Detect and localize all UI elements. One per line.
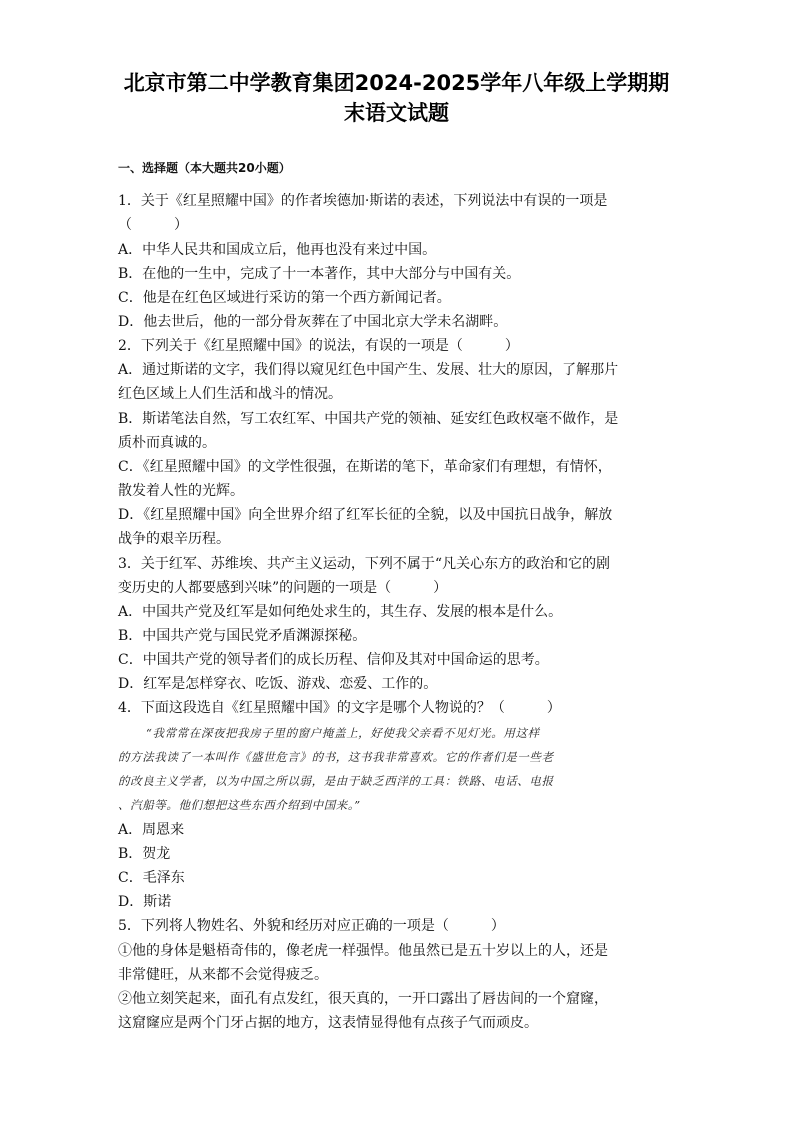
question-2-option-a: A．通过斯诺的文字，我们得以窥见红色中国产生、发展、壮大的原因，了解那片 [118,362,619,378]
question-2-option-c-cont: 散发着人性的光辉。 [118,483,244,499]
question-3-option-d: D．红军是怎样穿衣、吃饭、游戏、恋爱、工作的。 [118,676,438,692]
question-2-option-a-cont: 红色区域上人们生活和战斗的情况。 [118,386,342,402]
question-5-passage-2-cont: 这窟窿应是两个门牙占据的地方，这表情显得他有点孩子气而顽皮。 [118,1015,538,1031]
section-heading: 一、选择题（本大题共20小题） [118,161,291,175]
question-2-stem: 2．下列关于《红星照耀中国》的说法，有误的一项是（ ） [118,338,519,354]
question-1-stem: 1．关于《红星照耀中国》的作者埃德加·斯诺的表述，下列说法中有误的一项是 [118,193,608,209]
question-4-quote-line-2: 的方法我读了一本叫作《盛世危言》的书，这书我非常喜欢。它的作者们是一些老 [118,750,554,764]
question-1-blank: （ ） [118,217,188,233]
question-2-option-b-cont: 质朴而真诚的。 [118,435,216,451]
question-4-option-b: B．贺龙 [118,846,171,862]
document-title-line-2: 末语文试题 [344,101,449,125]
document-title-line-1: 北京市第二中学教育集团2024-2025学年八年级上学期期 [123,71,670,95]
question-4-quote-line-1: “我常常在深夜把我房子里的窗户掩盖上，好使我父亲看不见灯光。用这样 [146,726,540,740]
question-4-option-d: D．斯诺 [118,894,172,910]
question-3-option-a: A．中国共产党及红军是如何绝处求生的，其生存、发展的根本是什么。 [118,604,563,620]
question-4-option-a: A．周恩来 [118,822,185,838]
question-4-quote-line-4: 、汽船等。他们想把这些东西介绍到中国来。” [118,798,361,812]
question-5-passage-1: ①他的身体是魁梧奇伟的，像老虎一样强悍。他虽然已是五十岁以上的人，还是 [118,943,608,959]
question-1-option-d: D．他去世后，他的一部分骨灰葬在了中国北京大学未名湖畔。 [118,314,508,330]
question-4-quote-line-3: 的改良主义学者，以为中国之所以弱，是由于缺乏西洋的工具：铁路、电话、电报 [118,774,554,788]
question-3-option-b: B．中国共产党与国民党矛盾渊源探秘。 [118,628,367,644]
question-5-stem: 5．下列将人物姓名、外貌和经历对应正确的一项是（ ） [118,918,505,934]
question-2-option-d-cont: 战争的艰辛历程。 [118,531,230,547]
question-2-option-d: D．《红星照耀中国》向全世界介绍了红军长征的全貌，以及中国抗日战争，解放 [118,507,613,523]
question-1-option-c: C．他是在红色区域进行采访的第一个西方新闻记者。 [118,290,451,306]
question-3-option-c: C．中国共产党的领导者们的成长历程、信仰及其对中国命运的思考。 [118,652,549,668]
question-3-stem: 3．关于红军、苏维埃、共产主义运动，下列不属于“凡关心东方的政治和它的剧 [118,556,611,572]
question-2-option-c: C．《红星照耀中国》的文学性很强，在斯诺的笔下，革命家们有理想，有情怀， [118,459,612,475]
question-1-option-b: B．在他的一生中，完成了十一本著作，其中大部分与中国有关。 [118,266,521,282]
question-4-stem: 4．下面这段选自《红星照耀中国》的文字是哪个人物说的？（ ） [118,700,561,716]
question-3-stem-cont: 变历史的人都要感到兴味”的问题的一项是（ ） [118,580,448,596]
question-5-passage-1-cont: 非常健旺，从来都不会觉得疲乏。 [118,967,328,983]
question-2-option-b: B．斯诺笔法自然，写工农红军、中国共产党的领袖、延安红色政权毫不做作，是 [118,411,619,427]
question-5-passage-2: ②他立刻笑起来，面孔有点发红，很天真的，一开口露出了唇齿间的一个窟窿， [118,991,608,1007]
question-1-option-a: A．中华人民共和国成立后，他再也没有来过中国。 [118,242,437,258]
question-4-option-c: C．毛泽东 [118,870,185,886]
